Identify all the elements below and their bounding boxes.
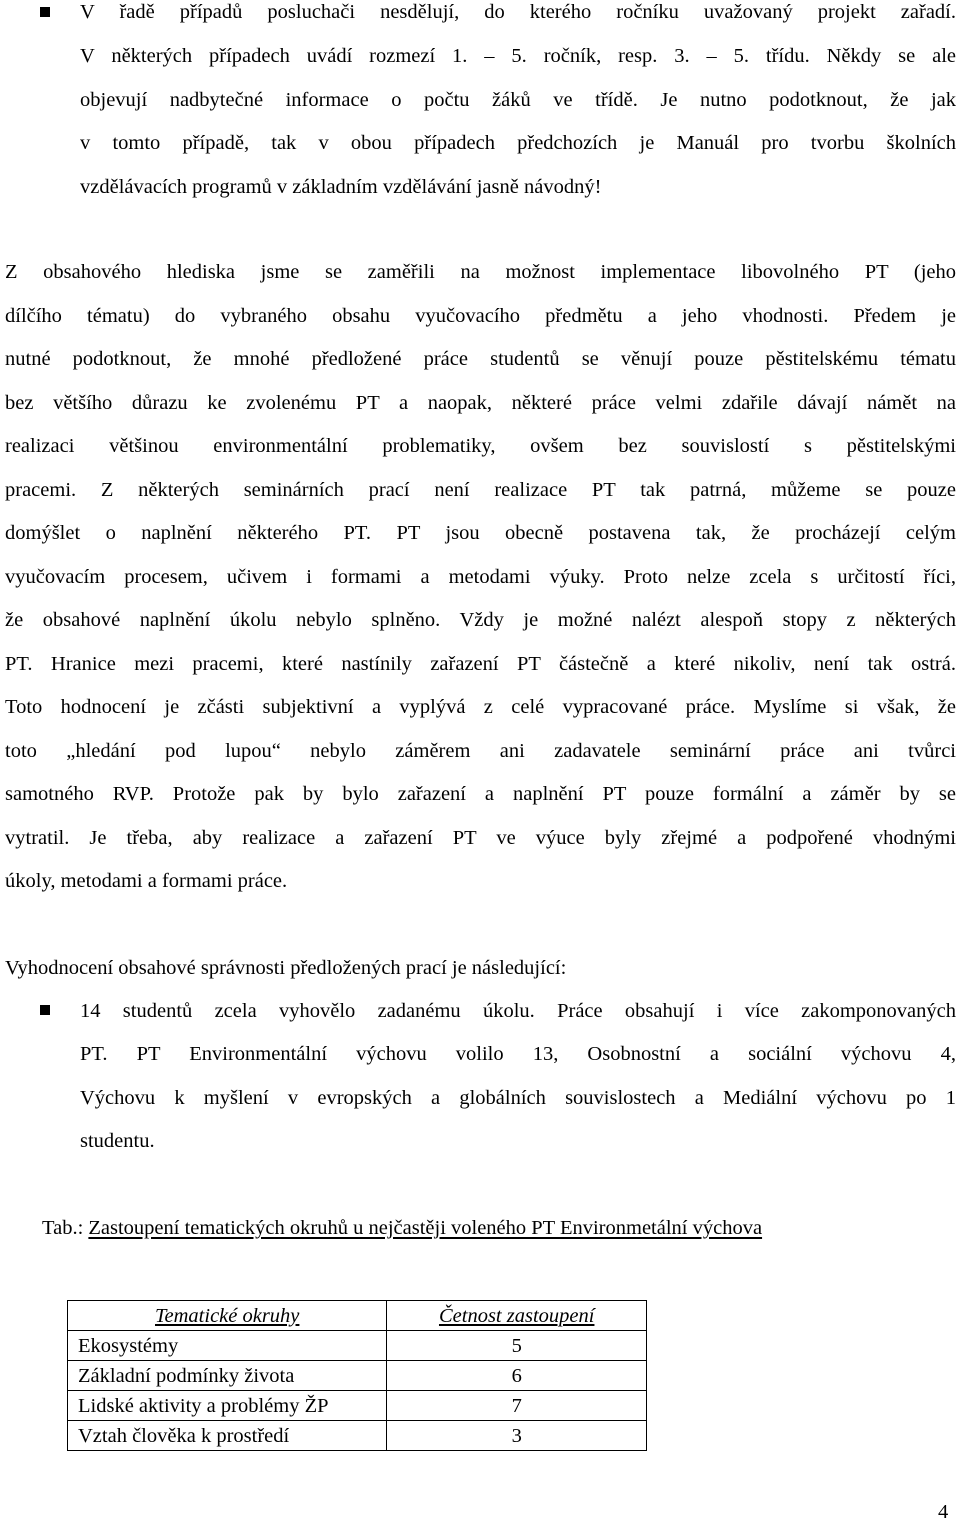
- text-line: realizaci většinou environmentální problematiky, ovšem bez souvislostí s pěstitelskými: [5, 435, 956, 457]
- table-row: [68, 1331, 647, 1361]
- table-row: [68, 1421, 647, 1451]
- text-line: 14 studentů zcela vyhovělo zadanému úkolu. Práce obsahují i více zakomponovaných: [80, 1000, 956, 1022]
- square-bullet-icon: [40, 7, 50, 17]
- text-line: vyučovacím procesem, učivem i formami a metodami výuky. Proto nelze zcela s určitostí říci,: [5, 566, 956, 588]
- text-line: samotného RVP. Protože pak by bylo zařazení a naplnění PT pouze formální a záměr by se: [5, 783, 956, 805]
- text-line: pracemi. Z některých seminárních prací není realizace PT tak patrná, můžeme se pouze: [5, 479, 956, 501]
- count-cell: 7: [387, 1391, 647, 1421]
- text-line: domýšlet o naplnění některého PT. PT jsou obecně postavena tak, že procházejí celým: [5, 522, 956, 544]
- text-line: PT. Hranice mezi pracemi, které nastínily zařazení PT částečně a které nikoliv, není tak ostrá.: [5, 653, 956, 675]
- topics-frequency-table: [67, 1300, 647, 1451]
- square-bullet-icon: [40, 1005, 50, 1015]
- topic-cell: Lidské aktivity a problémy ŽP: [68, 1391, 387, 1421]
- text-line: Z obsahového hlediska jsme se zaměřili na možnost implementace libovolného PT (jeho: [5, 261, 956, 283]
- table-caption-title: Zastoupení tematických okruhů u nejčastěji voleného PT Environmetální výchova: [88, 1217, 763, 1239]
- text-line: dílčího tématu) do vybraného obsahu vyučovacího předmětu a jeho vhodnosti. Předem je: [5, 305, 956, 327]
- text-line: Výchovu k myšlení v evropských a globálních souvislostech a Mediální výchovu po 1: [80, 1087, 956, 1109]
- text-line: toto „hledání pod lupou“ nebylo záměrem ani zadavatele seminární práce ani tvůrci: [5, 740, 956, 762]
- text-line: V některých případech uvádí rozmezí 1. – 5. ročník, resp. 3. – 5. třídu. Někdy se ale: [80, 45, 956, 67]
- text-line: bez většího důrazu ke zvolenému PT a naopak, některé práce velmi zdařile dávají námět na: [5, 392, 956, 414]
- text-line: Vyhodnocení obsahové správnosti předložených prací je následující:: [5, 957, 567, 979]
- text-line: PT. PT Environmentální výchovu volilo 13, Osobnostní a sociální výchovu 4,: [80, 1043, 956, 1065]
- text-line: že obsahové naplnění úkolu nebylo splněno. Vždy je možné nalézt alespoň stopy z některých: [5, 609, 956, 631]
- text-line: V řadě případů posluchači nesdělují, do kterého ročníku uvažovaný projekt zařadí.: [80, 1, 956, 23]
- topic-cell: Vztah člověka k prostředí: [68, 1421, 387, 1451]
- table-header-row: [68, 1301, 647, 1331]
- text-line: v tomto případě, tak v obou případech předchozích je Manuál pro tvorbu školních: [80, 132, 956, 154]
- page-number: 4: [938, 1501, 949, 1523]
- column-header-topics: Tematické okruhy: [68, 1301, 387, 1331]
- text-line: objevují nadbytečné informace o počtu žáků ve třídě. Je nutno podotknout, že jak: [80, 89, 956, 111]
- topic-cell: Ekosystémy: [68, 1331, 387, 1361]
- text-line: nutné podotknout, že mnohé předložené práce studentů se věnují pouze pěstitelskému tématu: [5, 348, 956, 370]
- count-cell: 6: [387, 1361, 647, 1391]
- count-cell: 3: [387, 1421, 647, 1451]
- text-line: Toto hodnocení je zčásti subjektivní a vyplývá z celé vypracované práce. Myslíme si však, že: [5, 696, 956, 718]
- text-line: vytratil. Je třeba, aby realizace a zařazení PT ve výuce byly zřejmé a podpořené vhodnými: [5, 827, 956, 849]
- table-caption: [42, 1215, 762, 1241]
- table-caption-prefix: Tab.:: [42, 1217, 89, 1239]
- table-row: [68, 1391, 647, 1421]
- table-row: [68, 1361, 647, 1391]
- text-line: úkoly, metodami a formami práce.: [5, 870, 288, 892]
- column-header-frequency: Četnost zastoupení: [387, 1301, 647, 1331]
- count-cell: 5: [387, 1331, 647, 1361]
- text-line: vzdělávacích programů v základním vzdělávání jasně návodný!: [80, 176, 602, 198]
- text-line: studentu.: [80, 1130, 155, 1152]
- topic-cell: Základní podmínky života: [68, 1361, 387, 1391]
